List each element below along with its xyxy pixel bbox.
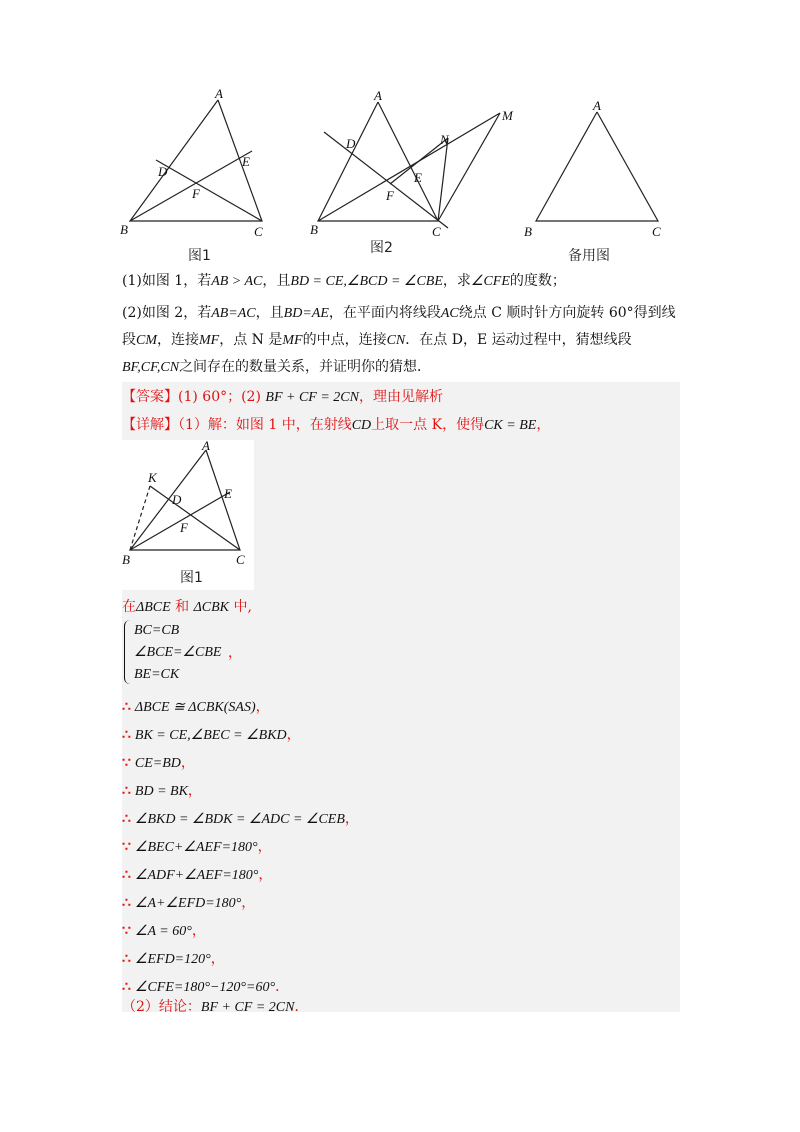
- figure-1: [112, 88, 282, 268]
- fig1-label-e: E: [242, 154, 250, 169]
- fig2-label-d: D: [346, 136, 356, 151]
- fig1-label-b: B: [120, 222, 128, 237]
- fig4-label-d: D: [172, 492, 182, 507]
- answer-line: 【答案】(1) 60°；(2) BF + CF = 2CN，理由见解析: [122, 389, 443, 405]
- fig2-label-c: C: [432, 224, 441, 239]
- question-1: (1)如图 1，若AB > AC，且BD = CE,∠BCD = ∠CBE，求∠CFE的度数；: [122, 273, 566, 289]
- fig1-line-cd: [156, 160, 262, 221]
- figure-row: [112, 88, 692, 268]
- step-1: ∴ ΔBCE ≅ ΔCBK(SAS)，: [122, 699, 270, 715]
- question-2: (2)如图 2，若AB=AC，且BD=AE，在平面内将线段AC绕点 C 顺时针方向旋转 60°得到线 段CM，连接MF，点 N 是MF的中点，连接CN．在点 D，E 运动过程中，猜想线段 BF,CF,CN之间存在的数量关系，并证明你的猜想．: [122, 305, 676, 375]
- fig2-label-m: M: [502, 108, 513, 123]
- equation-system: BC=CB ∠BCE=∠CBE BE=CK ，: [124, 620, 221, 686]
- fig2-label-e: E: [414, 170, 422, 185]
- fig3-label-c: C: [652, 224, 661, 239]
- fig2-label-n: N: [440, 132, 449, 147]
- fig2-caption: 图2: [370, 240, 393, 256]
- fig4-caption: 图1: [180, 570, 203, 586]
- fig2-label-a: A: [374, 88, 382, 103]
- step-2: ∴ BK = CE,∠BEC = ∠BKD，: [122, 727, 301, 743]
- step-7: ∴ ∠ADF+∠AEF=180°，: [122, 867, 273, 883]
- fig2-line-cd: [324, 132, 448, 228]
- fig4-label-a: A: [202, 440, 210, 453]
- step-4: ∴ BD = BK，: [122, 783, 202, 799]
- step-6: ∵ ∠BEC+∠AEF=180°，: [122, 839, 272, 855]
- fig3-label-b: B: [524, 224, 532, 239]
- fig1-label-f: F: [192, 186, 200, 201]
- step-8: ∴ ∠A+∠EFD=180°，: [122, 895, 256, 911]
- figure-3: [524, 88, 694, 268]
- figure-4: [122, 440, 254, 590]
- detail-line: 【详解】（1）解：如图 1 中，在射线CD上取一点 K，使得CK = BE，: [122, 417, 551, 433]
- step-9: ∵ ∠A = 60°，: [122, 923, 206, 939]
- fig2-line-cn: [438, 138, 448, 221]
- step-10: ∴ ∠EFD=120°，: [122, 951, 225, 967]
- fig4-label-k: K: [148, 470, 157, 485]
- fig4-label-b: B: [122, 552, 130, 567]
- step-11: ∴ ∠CFE=180°−120°=60°．: [122, 979, 290, 995]
- figure-2: [302, 88, 522, 268]
- fig1-line-be: [130, 151, 252, 221]
- fig1-label-c: C: [254, 224, 263, 239]
- fig4-label-f: F: [180, 520, 188, 535]
- fig3-caption: 备用图: [568, 248, 610, 264]
- fig4-label-e: E: [224, 486, 232, 501]
- step-5: ∴ ∠BKD = ∠BDK = ∠ADC = ∠CEB，: [122, 811, 359, 827]
- fig2-label-b: B: [310, 222, 318, 237]
- fig1-caption: 图1: [188, 248, 211, 264]
- fig3-triangle: [536, 112, 658, 221]
- in-triangles-line: 在ΔBCE 和 ΔCBK 中,: [122, 599, 252, 615]
- fig2-label-f: F: [386, 188, 394, 203]
- fig1-label-d: D: [158, 164, 168, 179]
- fig4-label-c: C: [236, 552, 245, 567]
- fig1-label-a: A: [215, 88, 223, 101]
- fig2-line-cm: [438, 113, 500, 221]
- fig3-label-a: A: [593, 98, 601, 113]
- answer-panel: [122, 382, 680, 1015]
- conclusion-line: （2）结论：BF + CF = 2CN．: [122, 999, 309, 1015]
- fig2-triangle: [318, 102, 438, 221]
- step-3: ∵ CE=BD，: [122, 755, 195, 771]
